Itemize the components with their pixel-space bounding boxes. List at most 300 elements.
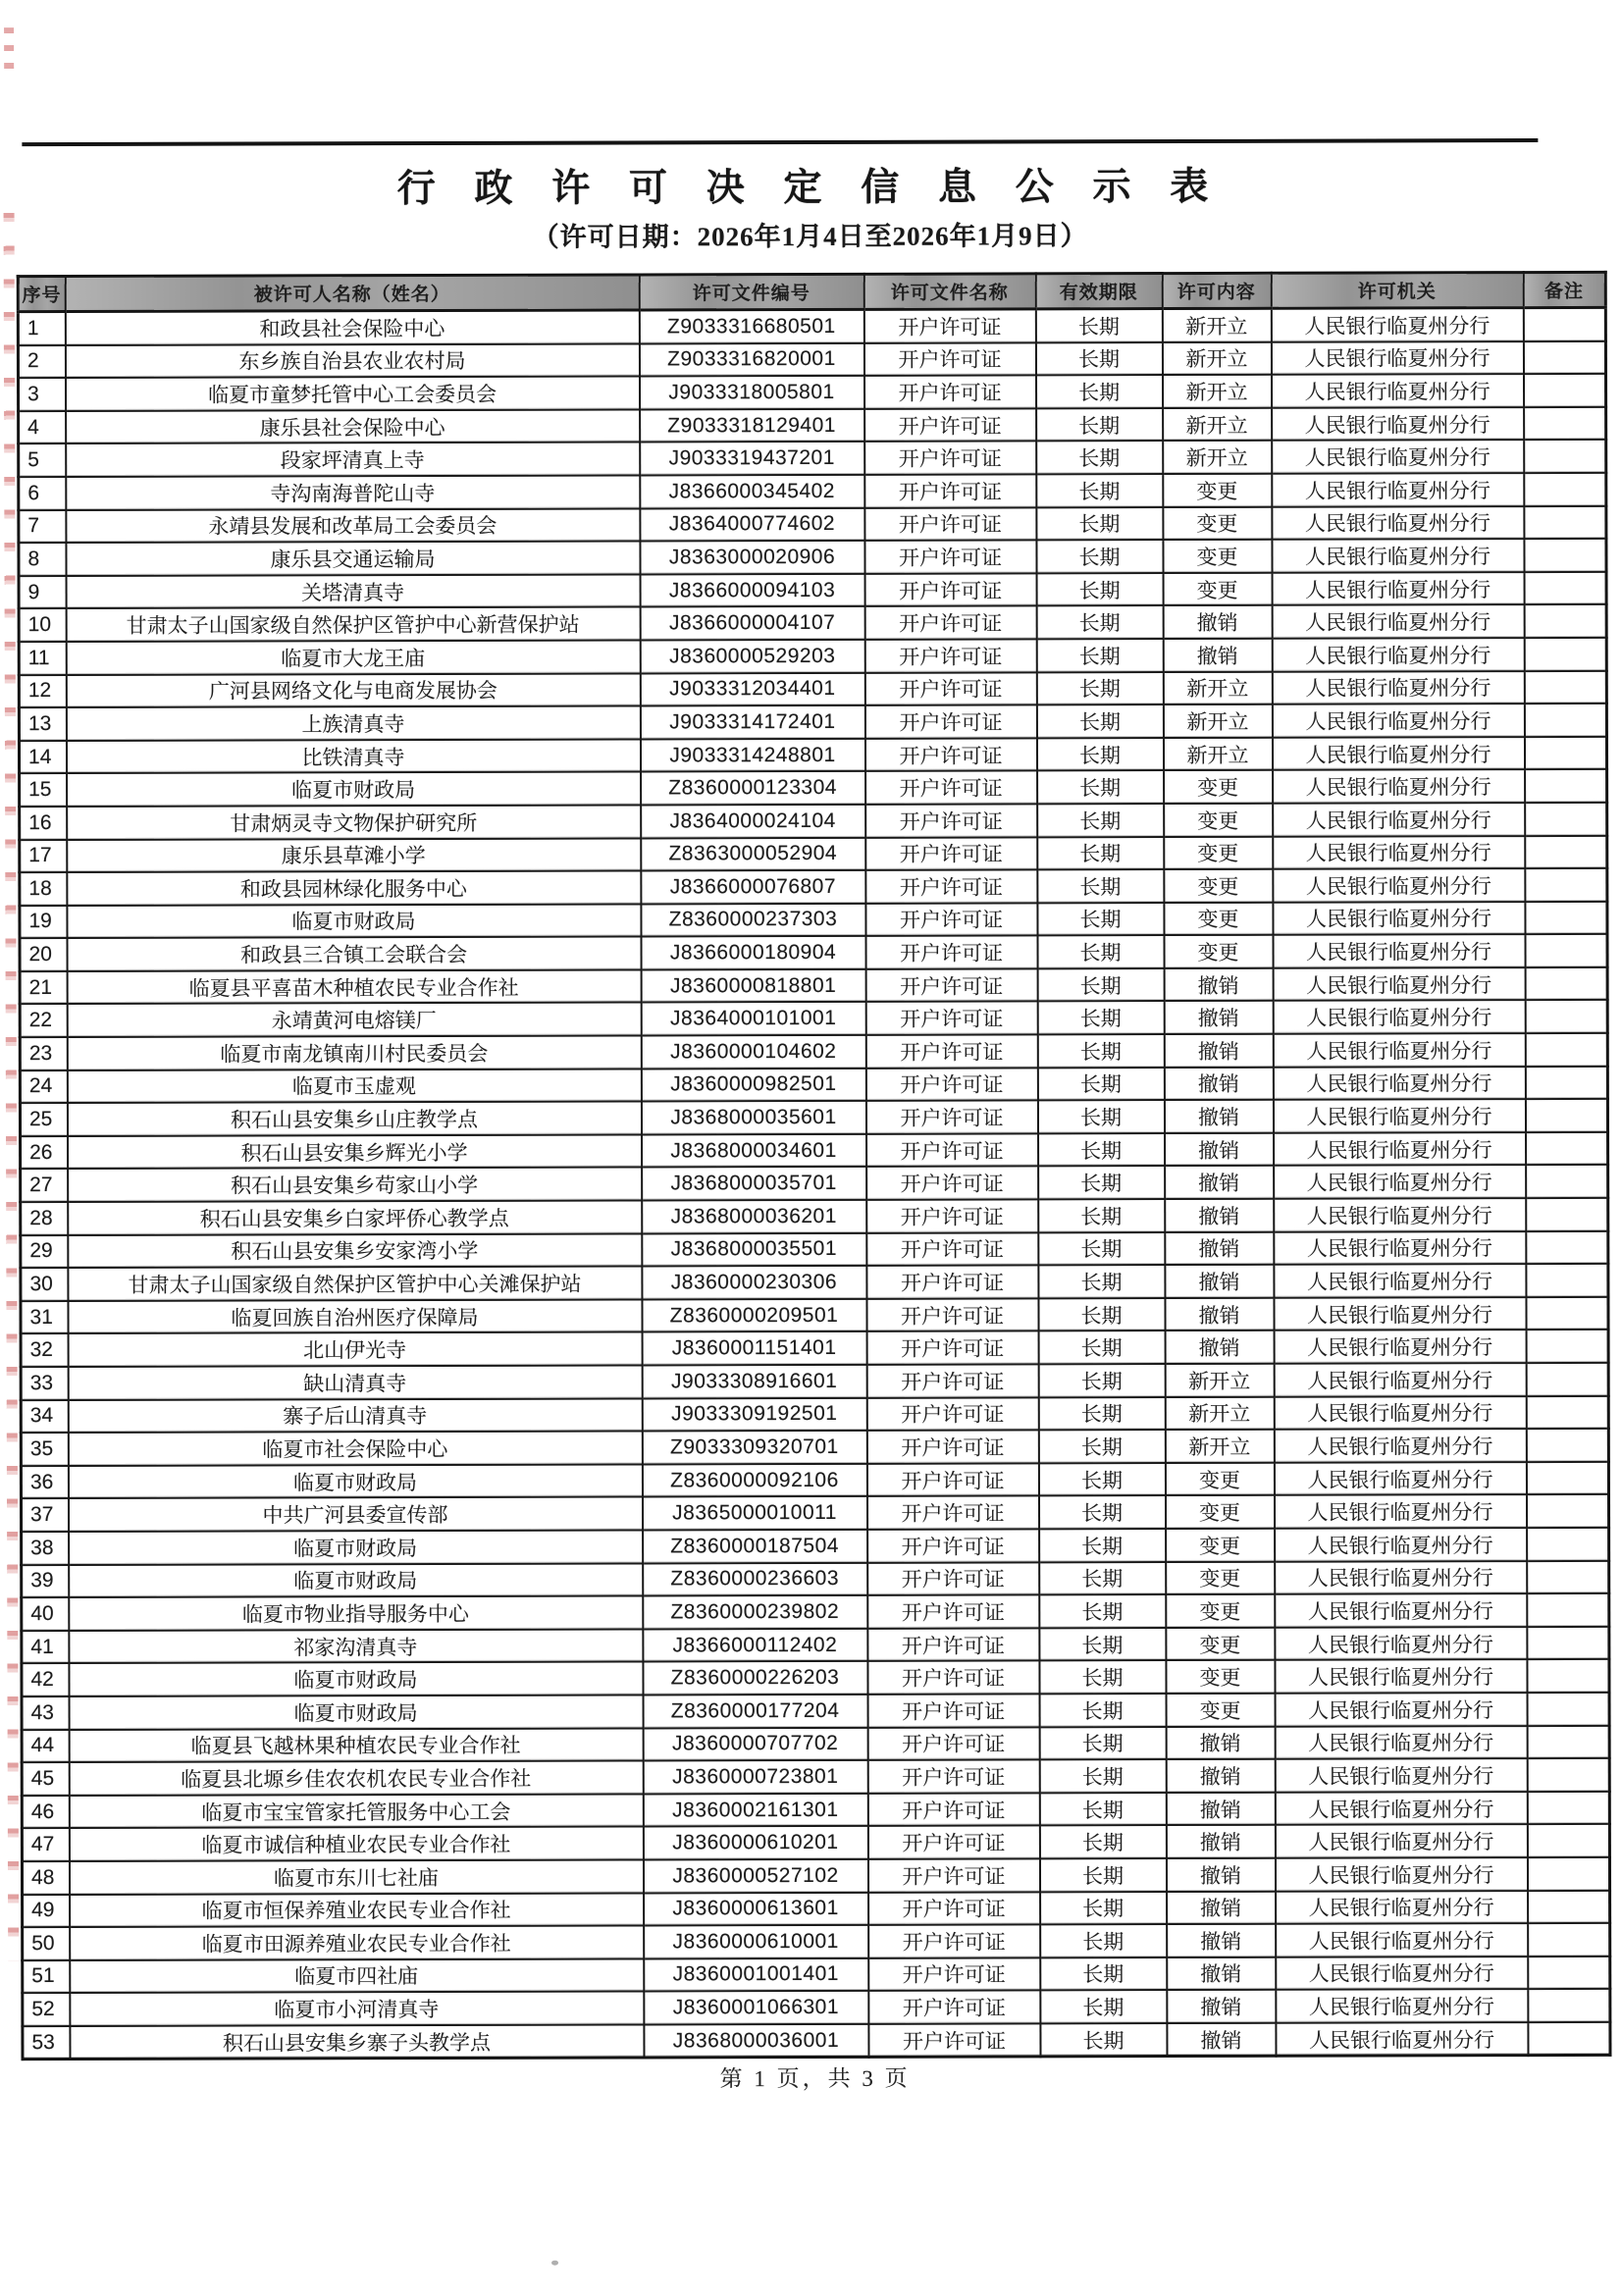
remark [1523, 340, 1605, 374]
license-authority: 人民银行临夏州分行 [1274, 1166, 1526, 1199]
table-row [21, 1132, 1608, 1170]
license-authority: 人民银行临夏州分行 [1274, 1231, 1526, 1265]
license-authority: 人民银行临夏州分行 [1273, 967, 1525, 1001]
license-authority: 人民银行临夏州分行 [1274, 1462, 1526, 1495]
licensee-name: 临夏市童梦托管中心工会委员会 [66, 377, 640, 411]
licensee-name: 临夏市财政局 [67, 772, 641, 807]
license-doc-no: J8366000094103 [640, 574, 864, 607]
license-doc-name: 开户许可证 [864, 738, 1036, 771]
license-doc-name: 开户许可证 [866, 1298, 1038, 1331]
validity-term: 长期 [1038, 1331, 1165, 1364]
row-no: 34 [21, 1400, 68, 1434]
license-content: 变更 [1166, 1529, 1275, 1562]
table-row [19, 539, 1606, 576]
table-row [23, 2022, 1610, 2060]
license-doc-name: 开户许可证 [868, 1924, 1040, 1957]
col-header-content: 许可内容 [1162, 273, 1271, 308]
table-row [22, 1627, 1609, 1664]
license-authority: 人民银行临夏州分行 [1275, 1561, 1527, 1594]
license-doc-no: J8360000818801 [641, 969, 865, 1003]
license-authority: 人民银行临夏州分行 [1274, 1494, 1526, 1528]
row-no: 46 [22, 1796, 69, 1829]
license-doc-name: 开户许可证 [864, 639, 1036, 672]
license-authority: 人民银行临夏州分行 [1272, 572, 1524, 605]
license-doc-name: 开户许可证 [866, 1496, 1038, 1530]
remark [1524, 374, 1606, 407]
licensee-name: 东乡族自治县农业农村局 [65, 343, 639, 378]
remark [1525, 902, 1607, 935]
remark [1528, 2022, 1610, 2056]
validity-term: 长期 [1036, 507, 1163, 541]
validity-term: 长期 [1038, 1364, 1165, 1397]
license-doc-name: 开户许可证 [867, 1760, 1039, 1794]
remark [1523, 307, 1605, 340]
table-row [23, 1989, 1610, 2026]
validity-term: 长期 [1036, 605, 1163, 639]
row-no: 39 [22, 1565, 69, 1598]
license-doc-name: 开户许可证 [865, 903, 1037, 936]
license-content: 变更 [1163, 540, 1272, 573]
license-authority: 人民银行临夏州分行 [1274, 1198, 1526, 1231]
license-authority: 人民银行临夏州分行 [1272, 737, 1524, 770]
license-doc-name: 开户许可证 [865, 837, 1037, 870]
remark [1527, 1758, 1609, 1792]
row-no: 31 [21, 1301, 68, 1334]
remark [1524, 670, 1606, 704]
table-row [22, 1792, 1609, 1829]
license-authority: 人民银行临夏州分行 [1275, 1693, 1527, 1726]
license-authority: 人民银行临夏州分行 [1275, 1857, 1527, 1891]
license-doc-name: 开户许可证 [865, 804, 1037, 837]
licensee-name: 和政县园林绿化服务中心 [67, 871, 641, 906]
licensee-name: 临夏市宝宝管家托管服务中心工会 [69, 1794, 643, 1828]
license-doc-no: J8360000529203 [640, 640, 864, 673]
license-authority: 人民银行临夏州分行 [1275, 1627, 1527, 1660]
row-no: 25 [20, 1103, 67, 1136]
validity-term: 长期 [1039, 1529, 1166, 1562]
license-doc-name: 开户许可证 [867, 1826, 1039, 1859]
row-no: 51 [23, 1960, 70, 1994]
license-authority: 人民银行临夏州分行 [1274, 1297, 1526, 1331]
table-row [22, 1824, 1609, 1861]
licensee-name: 临夏市玉虚观 [67, 1069, 641, 1103]
table-row [19, 704, 1606, 741]
licensee-name: 临夏市东川七社庙 [69, 1859, 643, 1894]
license-doc-no: J8365000010011 [642, 1496, 866, 1530]
license-doc-name: 开户许可证 [864, 442, 1036, 475]
license-doc-no: J8368000036201 [642, 1200, 866, 1233]
license-authority: 人民银行临夏州分行 [1275, 1824, 1527, 1857]
table-row [20, 902, 1607, 939]
col-header-licensee: 被许可人名称（姓名） [65, 275, 639, 312]
col-header-doc-name: 许可文件名称 [863, 274, 1035, 309]
license-content: 新开立 [1163, 737, 1272, 770]
license-content: 撤销 [1167, 1924, 1276, 1957]
license-doc-name: 开户许可证 [868, 1991, 1040, 2024]
validity-term: 长期 [1040, 1892, 1167, 1925]
license-content: 变更 [1165, 1463, 1274, 1496]
validity-term: 长期 [1035, 342, 1162, 376]
license-doc-name: 开户许可证 [868, 1892, 1040, 1925]
validity-term: 长期 [1036, 375, 1163, 408]
validity-term: 长期 [1037, 869, 1164, 903]
remark [1526, 1330, 1608, 1363]
license-content: 撤销 [1164, 1067, 1273, 1100]
table-row [20, 803, 1607, 840]
row-no: 27 [21, 1169, 68, 1202]
license-doc-name: 开户许可证 [866, 1364, 1038, 1397]
license-authority: 人民银行临夏州分行 [1272, 638, 1524, 671]
license-doc-no: Z9033316820001 [639, 342, 863, 376]
licensee-name: 上族清真寺 [66, 706, 640, 741]
license-doc-no: J8360001066301 [644, 1991, 868, 2024]
table-row [19, 407, 1606, 444]
license-content: 撤销 [1165, 1298, 1274, 1331]
table-row [21, 1297, 1608, 1334]
licensee-name: 临夏市田源养殖业农民专业合作社 [70, 1926, 644, 1960]
remark [1526, 1231, 1608, 1265]
licensee-name: 临夏市诚信种植业农民专业合作社 [69, 1827, 643, 1861]
license-doc-no: J9033314172401 [640, 705, 864, 739]
remark [1524, 473, 1606, 506]
license-doc-no: J8360000613601 [644, 1892, 868, 1925]
license-authority: 人民银行临夏州分行 [1275, 1726, 1527, 1759]
license-doc-name: 开户许可证 [867, 1595, 1039, 1629]
validity-term: 长期 [1035, 309, 1162, 342]
table-row [22, 1560, 1609, 1597]
validity-term: 长期 [1039, 1594, 1166, 1628]
licensee-name: 甘肃太子山国家级自然保护区管护中心新营保护站 [66, 607, 640, 642]
table-row [20, 1000, 1607, 1037]
table-row [20, 967, 1607, 1005]
remark [1525, 1099, 1607, 1132]
license-doc-name: 开户许可证 [865, 771, 1037, 805]
col-header-remark: 备注 [1523, 272, 1605, 307]
license-doc-no: J8366000180904 [641, 936, 865, 969]
validity-term: 长期 [1039, 1825, 1166, 1858]
license-content: 撤销 [1166, 1726, 1275, 1759]
validity-term: 长期 [1037, 935, 1164, 968]
license-content: 新开立 [1163, 375, 1272, 408]
licensee-name: 永靖黄河电熔镁厂 [67, 1003, 641, 1037]
table-row [21, 1363, 1608, 1400]
col-header-no: 序号 [18, 276, 65, 311]
row-no: 45 [22, 1762, 69, 1796]
license-doc-name: 开户许可证 [867, 1529, 1039, 1562]
licensee-name: 临夏市社会保险中心 [68, 1432, 642, 1466]
scan-speck [551, 2261, 558, 2266]
page-title: 行 政 许 可 决 定 信 息 公 示 表 [396, 165, 1224, 211]
license-doc-no: J8360000707702 [643, 1727, 867, 1760]
row-no: 41 [22, 1631, 69, 1664]
remark [1526, 1198, 1608, 1231]
license-authority: 人民银行临夏州分行 [1274, 1132, 1526, 1166]
remark [1526, 1165, 1608, 1198]
remark [1525, 1067, 1607, 1100]
validity-term: 长期 [1039, 1793, 1166, 1826]
row-no: 52 [23, 1993, 70, 2026]
remark [1526, 1395, 1608, 1429]
license-doc-no: J9033309192501 [642, 1397, 866, 1431]
license-doc-name: 开户许可证 [863, 342, 1035, 376]
license-doc-name: 开户许可证 [867, 1562, 1039, 1595]
license-doc-name: 开户许可证 [865, 869, 1037, 903]
license-content: 新开立 [1163, 671, 1272, 704]
license-doc-name: 开户许可证 [868, 1957, 1040, 1991]
licensee-name: 积石山县安集乡辉光小学 [68, 1134, 642, 1169]
licensee-name: 临夏市小河清真寺 [70, 1992, 644, 2026]
licensee-name: 积石山县安集乡山庄教学点 [67, 1102, 641, 1136]
remark [1524, 407, 1606, 441]
validity-term: 长期 [1036, 704, 1163, 738]
remark [1526, 1494, 1608, 1528]
remark [1524, 604, 1606, 638]
license-authority: 人民银行临夏州分行 [1273, 1099, 1525, 1132]
row-no: 12 [19, 675, 66, 708]
license-authority: 人民银行临夏州分行 [1273, 836, 1525, 869]
license-authority: 人民银行临夏州分行 [1272, 604, 1524, 638]
licensee-name: 甘肃炳灵寺文物保护研究所 [67, 805, 641, 839]
remark [1527, 1857, 1609, 1891]
license-doc-no: J8360000610201 [643, 1826, 867, 1859]
license-authority: 人民银行临夏州分行 [1272, 671, 1524, 704]
row-no: 7 [19, 510, 66, 544]
remark [1524, 737, 1606, 770]
row-no: 26 [21, 1136, 68, 1170]
row-no: 13 [19, 707, 66, 741]
license-content: 撤销 [1164, 968, 1273, 1002]
licensee-name: 积石山县安集乡寨子头教学点 [70, 2024, 644, 2060]
license-doc-name: 开户许可证 [865, 1068, 1037, 1101]
remark [1525, 1000, 1607, 1033]
top-rule [22, 138, 1538, 146]
license-doc-no: J8364000774602 [640, 507, 864, 541]
remark [1528, 1957, 1610, 1990]
license-authority: 人民银行临夏州分行 [1273, 1033, 1525, 1067]
table-row [22, 1693, 1609, 1730]
licensee-name: 关塔清真寺 [66, 574, 640, 608]
red-edge-marks-top [4, 27, 14, 73]
license-content: 撤销 [1164, 1034, 1273, 1068]
license-doc-no: J8366000345402 [640, 475, 864, 508]
license-doc-name: 开户许可证 [866, 1266, 1038, 1299]
license-doc-name: 开户许可证 [867, 1694, 1039, 1727]
license-doc-name: 开户许可证 [864, 672, 1036, 705]
licensee-name: 临夏市四社庙 [70, 1958, 644, 1993]
licensee-name: 临夏市财政局 [69, 1563, 643, 1597]
remark [1525, 1033, 1607, 1067]
license-doc-name: 开户许可证 [866, 1431, 1038, 1464]
row-no: 8 [19, 543, 66, 576]
remark [1527, 1792, 1609, 1825]
license-doc-name: 开户许可证 [867, 1858, 1039, 1892]
col-header-doc-no: 许可文件编号 [639, 274, 863, 310]
remark [1525, 769, 1607, 803]
table-row [19, 638, 1606, 675]
table-row [21, 1395, 1608, 1433]
license-content: 新开立 [1162, 308, 1271, 341]
table-row [23, 1890, 1610, 1927]
license-doc-no: Z8360000237303 [641, 904, 865, 937]
table-row [20, 1033, 1607, 1070]
license-doc-name: 开户许可证 [866, 1232, 1038, 1266]
license-content: 变更 [1163, 573, 1272, 606]
license-doc-no: J8363000020906 [640, 541, 864, 574]
licensee-name: 临夏市财政局 [69, 1662, 643, 1696]
table-row [18, 340, 1605, 378]
license-authority: 人民银行临夏州分行 [1272, 506, 1524, 540]
row-no: 11 [19, 642, 66, 675]
row-no: 10 [19, 608, 66, 642]
license-content: 变更 [1166, 1694, 1275, 1727]
license-doc-name: 开户许可证 [865, 968, 1037, 1002]
row-no: 24 [20, 1070, 67, 1104]
license-authority: 人民银行临夏州分行 [1273, 934, 1525, 967]
license-doc-no: J8364000101001 [641, 1002, 865, 1035]
license-doc-no: Z8360000092106 [642, 1464, 866, 1497]
licensee-name: 临夏市财政局 [69, 1695, 643, 1729]
remark [1525, 803, 1607, 836]
licensee-name: 临夏县飞越林果种植农民专业合作社 [69, 1728, 643, 1762]
license-doc-name: 开户许可证 [864, 705, 1036, 739]
table-row [20, 769, 1607, 807]
license-authority: 人民银行临夏州分行 [1274, 1363, 1526, 1396]
license-authority: 人民银行临夏州分行 [1274, 1429, 1526, 1462]
validity-term: 长期 [1039, 1562, 1166, 1595]
row-no: 2 [18, 345, 65, 379]
validity-term: 长期 [1037, 903, 1164, 936]
license-content: 撤销 [1165, 1166, 1274, 1199]
license-content: 撤销 [1165, 1133, 1274, 1167]
table-row [21, 1429, 1608, 1466]
row-no: 49 [23, 1894, 70, 1927]
license-doc-no: J9033319437201 [640, 442, 864, 475]
license-doc-no: J8360001151401 [642, 1331, 866, 1365]
license-doc-name: 开户许可证 [865, 1002, 1037, 1035]
remark [1524, 539, 1606, 572]
licensee-name: 康乐县草滩小学 [67, 838, 641, 872]
license-content: 撤销 [1167, 1891, 1276, 1924]
license-content: 变更 [1166, 1594, 1275, 1628]
row-no: 14 [19, 741, 66, 774]
licensee-name: 康乐县社会保险中心 [66, 409, 640, 444]
license-authority: 人民银行临夏州分行 [1273, 1067, 1525, 1100]
row-no: 42 [22, 1663, 69, 1696]
license-content: 撤销 [1167, 1957, 1276, 1990]
table-row [21, 1198, 1608, 1235]
row-no: 5 [19, 444, 66, 477]
license-doc-name: 开户许可证 [867, 1727, 1039, 1760]
validity-term: 长期 [1036, 573, 1163, 606]
col-header-validity: 有效期限 [1035, 274, 1162, 309]
remark [1527, 1693, 1609, 1726]
license-doc-name: 开户许可证 [864, 541, 1036, 574]
table-row [19, 604, 1606, 642]
row-no: 3 [19, 378, 66, 411]
license-doc-name: 开户许可证 [866, 1167, 1038, 1200]
row-no: 44 [22, 1730, 69, 1763]
licensee-name: 临夏市财政局 [68, 1464, 642, 1498]
license-content: 撤销 [1166, 1825, 1275, 1858]
license-authority: 人民银行临夏州分行 [1276, 1923, 1528, 1957]
license-doc-no: J8364000024104 [641, 805, 865, 838]
row-no: 18 [20, 872, 67, 906]
remark [1526, 1297, 1608, 1331]
license-content: 变更 [1166, 1660, 1275, 1694]
licensee-name: 和政县三合镇工会联合会 [67, 937, 641, 971]
remark [1526, 1429, 1608, 1462]
license-doc-name: 开户许可证 [865, 1034, 1037, 1068]
licensee-name: 寺沟南海普陀山寺 [66, 475, 640, 509]
licensee-name: 寨子后山清真寺 [68, 1398, 642, 1433]
row-no: 22 [20, 1004, 67, 1037]
license-content: 变更 [1164, 836, 1273, 869]
license-doc-no: J8366000076807 [641, 870, 865, 904]
license-doc-no: J8360000723801 [643, 1760, 867, 1794]
row-no: 35 [21, 1433, 68, 1466]
license-content: 撤销 [1165, 1199, 1274, 1232]
col-header-authority: 许可机关 [1271, 273, 1523, 309]
table-row [21, 1264, 1608, 1301]
row-no: 16 [20, 807, 67, 840]
row-no: 47 [22, 1828, 69, 1861]
licensee-name: 甘肃太子山国家级自然保护区管护中心关滩保护站 [68, 1267, 642, 1301]
row-no: 29 [21, 1235, 68, 1269]
validity-term: 长期 [1036, 738, 1163, 771]
remark [1527, 1824, 1609, 1857]
validity-term: 长期 [1037, 770, 1164, 804]
licensee-name: 临夏县北塬乡佳农农机农民专业合作社 [69, 1761, 643, 1796]
license-content: 变更 [1164, 869, 1273, 903]
row-no: 32 [21, 1333, 68, 1367]
license-doc-no: Z9033318129401 [640, 409, 864, 443]
validity-term: 长期 [1038, 1232, 1165, 1266]
remark [1524, 572, 1606, 605]
row-no: 9 [19, 576, 66, 609]
validity-term: 长期 [1038, 1166, 1165, 1199]
license-content: 新开立 [1165, 1364, 1274, 1397]
table-row [22, 1593, 1609, 1631]
table-row [19, 374, 1606, 411]
license-content: 新开立 [1163, 441, 1272, 474]
licensee-name: 临夏市财政局 [67, 904, 641, 938]
validity-term: 长期 [1039, 1759, 1166, 1793]
license-doc-no: J8366000112402 [643, 1629, 867, 1662]
license-authority: 人民银行临夏州分行 [1274, 1396, 1526, 1430]
remark [1525, 967, 1607, 1001]
license-authority: 人民银行临夏州分行 [1272, 704, 1524, 737]
validity-term: 长期 [1037, 1068, 1164, 1101]
validity-term: 长期 [1038, 1298, 1165, 1331]
license-doc-no: J8368000035601 [641, 1101, 865, 1134]
validity-term: 长期 [1037, 1100, 1164, 1133]
license-content: 撤销 [1166, 1858, 1275, 1892]
table-row [22, 1857, 1609, 1895]
table-row [20, 1067, 1607, 1104]
table-row [22, 1659, 1609, 1696]
license-authority: 人民银行临夏州分行 [1272, 473, 1524, 506]
license-content: 变更 [1164, 770, 1273, 804]
validity-term: 长期 [1036, 672, 1163, 705]
license-authority: 人民银行临夏州分行 [1272, 539, 1524, 572]
row-no: 53 [23, 2026, 70, 2060]
validity-term: 长期 [1036, 639, 1163, 672]
license-content: 新开立 [1163, 408, 1272, 442]
remark [1525, 835, 1607, 868]
license-doc-no: Z8363000052904 [641, 837, 865, 870]
remark [1524, 440, 1606, 473]
license-doc-no: Z8360000209501 [642, 1299, 866, 1332]
